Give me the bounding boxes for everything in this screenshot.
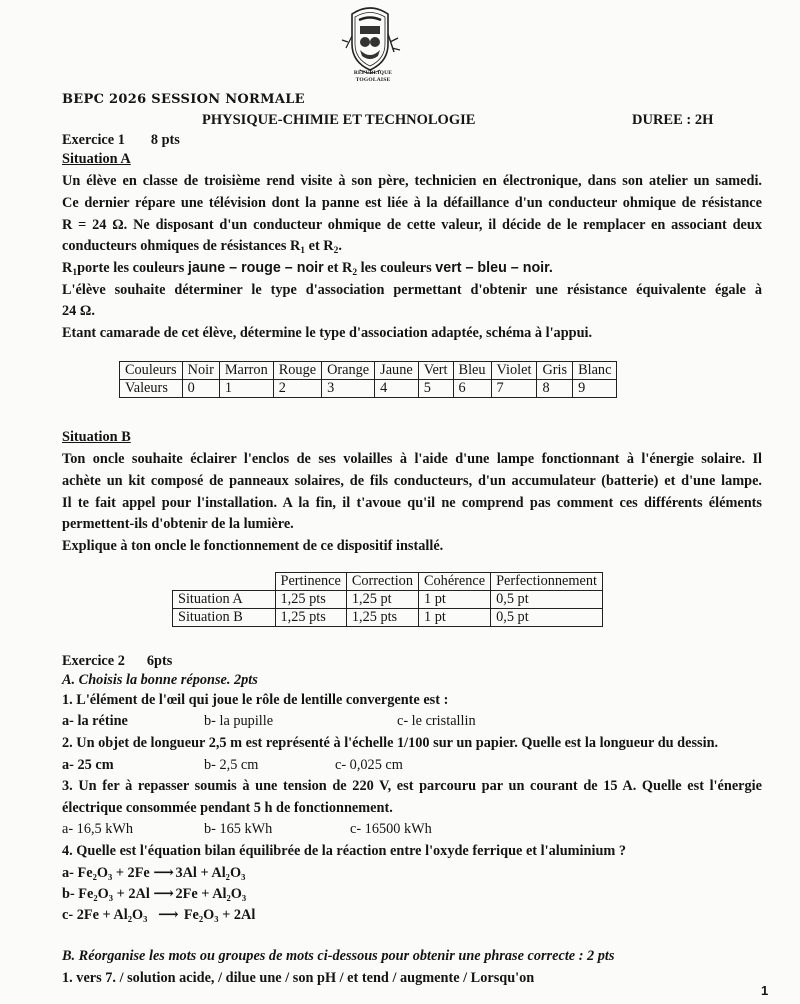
table-cell: 5 — [418, 380, 453, 398]
situation-a-line: Ce dernier répare une télévision dont la panne est liée à la défaillance d'un conducteur ohmique de résistance — [62, 195, 762, 211]
question-4: 4. Quelle est l'équation bilan équilibrée de la réaction entre l'oxyde ferrique et l'aluminium ? — [62, 843, 627, 859]
situation-a-line: R = 24 Ω. Ne disposant d'un conducteur ohmique de cette valeur, il décide de le remplacer en associant deux — [62, 217, 762, 233]
situation-a-line: $R_1porte$ les couleurs jaune – rouge – noir et $R_2$ les couleurs vert – bleu – noir. — [62, 260, 553, 278]
situation-a-task: Etant camarade de cet élève, détermine le type d'association adaptée, schéma à l'appui. — [62, 325, 593, 341]
table-row — [173, 591, 603, 609]
table-cell: 1 pt — [418, 591, 490, 609]
table-cell: 1,25 pts — [275, 591, 346, 609]
table-cell: Cohérence — [418, 573, 490, 591]
situation-b-line: permettent-ils d'obtenir de la lumière. — [62, 516, 294, 532]
table-cell: 1,25 pt — [346, 591, 418, 609]
exercise2-title: Exercice 2 6pts — [62, 653, 173, 669]
table-row — [173, 609, 603, 627]
table-cell: Bleu — [453, 362, 491, 380]
page-number: 1 — [761, 983, 769, 998]
table-cell: 6 — [453, 380, 491, 398]
table-row — [120, 380, 617, 398]
table-cell: Orange — [322, 362, 375, 380]
table-cell — [173, 573, 276, 591]
table-cell: Correction — [346, 573, 418, 591]
question-3: 3. Un fer à repasser soumis à une tension de 220 V, est parcouru par un courant de 15 A. Quelle est l'énergie — [62, 778, 762, 794]
table-cell: 2 — [273, 380, 321, 398]
table-cell: Rouge — [273, 362, 321, 380]
q3-option-a: a- 16,5 kWh — [62, 821, 134, 837]
table-row — [173, 573, 603, 591]
question-3-cont: électrique consommée pendant 5 h de fonctionnement. — [62, 800, 393, 816]
table-row — [120, 362, 617, 380]
q2-option-b: b- 2,5 cm — [204, 757, 259, 773]
table-cell: Valeurs — [120, 380, 183, 398]
grading-table — [172, 572, 603, 627]
subject-title: PHYSIQUE-CHIMIE ET TECHNOLOGIE — [202, 112, 476, 128]
table-cell: Noir — [182, 362, 219, 380]
seal-caption: RÉPUBLIQUE TOGOLAISE — [353, 70, 393, 84]
table-cell: 9 — [573, 380, 617, 398]
table-cell: Situation B — [173, 609, 276, 627]
table-cell: Couleurs — [120, 362, 183, 380]
table-cell: Situation A — [173, 591, 276, 609]
situation-a-title: Situation A — [62, 151, 131, 167]
question-2: 2. Un objet de longueur 2,5 m est représenté à l'échelle 1/100 sur un papier. Quelle est la longueur du dessin. — [62, 735, 719, 751]
q4-option-b: b- Fe₂O₃ + 2Al ⟶ 2Fe + Al₂O₃ — [62, 886, 247, 902]
arrow-icon: ⟶ — [158, 907, 177, 923]
situation-a-line: Un élève en classe de troisième rend visite à son père, technicien en électronique, dans son atelier un samedi. — [62, 173, 762, 189]
table-cell: 0,5 pt — [491, 609, 603, 627]
exercise2-points: 6pts — [146, 653, 173, 669]
table-cell: 0,5 pt — [491, 591, 603, 609]
table-cell: Gris — [537, 362, 573, 380]
color-code-table — [119, 361, 617, 398]
table-cell: Vert — [418, 362, 453, 380]
table-cell: 4 — [375, 380, 419, 398]
situation-b-line: Ton oncle souhaite éclairer l'enclos de ses volailles à l'aide d'une lampe fonctionnant à l'énergie solaire. Il — [62, 451, 762, 467]
table-cell: 1,25 pts — [275, 609, 346, 627]
q3-option-c: c- 16500 kWh — [350, 821, 432, 837]
exam-title: BEPC 2026 SESSION NORMALE — [62, 92, 305, 107]
q2-option-a: a- 25 cm — [62, 757, 114, 773]
table-cell: Blanc — [573, 362, 617, 380]
situation-b-line: Il te fait appel pour l'installation. A la fin, il t'avoue qu'il ne comprend pas comment ces différents éléments — [62, 495, 762, 511]
exercise1-title: Exercice 1 8 pts — [62, 132, 180, 148]
arrow-icon: ⟶ — [153, 886, 172, 902]
table-cell: Jaune — [375, 362, 419, 380]
table-cell: 8 — [537, 380, 573, 398]
table-cell: 1 pt — [418, 609, 490, 627]
part-b-item-1: 1. vers 7. / solution acide, / dilue une / son pH / et tend / augmente / Lorsqu'on — [62, 970, 535, 986]
situation-a-line: L'élève souhaite déterminer le type d'association permettant d'obtenir une résistance équivalente égale à — [62, 282, 762, 298]
table-cell: 1,25 pts — [346, 609, 418, 627]
situation-b-line: achète un kit composé de panneaux solaires, de fils conducteurs, d'un accumulateur (batterie) et d'une lampe. — [62, 473, 762, 489]
exam-duration: DUREE : 2H — [632, 112, 714, 128]
exercise1-points: 8 pts — [150, 132, 180, 148]
situation-a-line: 24 Ω. — [62, 303, 95, 319]
table-cell: Marron — [219, 362, 273, 380]
table-cell: Violet — [491, 362, 537, 380]
situation-a-line: conducteurs ohmiques de résistances $R_1$ et $R_2$. — [62, 238, 342, 256]
q3-option-b: b- 165 kWh — [204, 821, 273, 837]
table-cell: 3 — [322, 380, 375, 398]
table-cell: 1 — [219, 380, 273, 398]
part-b-instruction: B. Réorganise les mots ou groupes de mots ci-dessous pour obtenir une phrase correcte : 2 pts — [62, 948, 615, 964]
table-cell: 0 — [182, 380, 219, 398]
q1-option-a: a- la rétine — [62, 713, 128, 729]
q4-option-a: a- Fe₂O₃ + 2Fe ⟶ 3Al + Al₂O₃ — [62, 865, 246, 881]
part-a-instruction: A. Choisis la bonne réponse. 2pts — [62, 672, 258, 688]
q1-option-b: b- la pupille — [204, 713, 274, 729]
table-cell: 7 — [491, 380, 537, 398]
question-1: 1. L'élément de l'œil qui joue le rôle de lentille convergente est : — [62, 692, 449, 708]
q1-option-c: c- le cristallin — [397, 713, 476, 729]
table-cell: Perfectionnement — [491, 573, 603, 591]
situation-b-task: Explique à ton oncle le fonctionnement de ce dispositif installé. — [62, 538, 444, 554]
table-cell: Pertinence — [275, 573, 346, 591]
situation-b-title: Situation B — [62, 429, 131, 445]
q4-option-c: c- 2Fe + Al₂O₃ ⟶ Fe₂O₃ + 2Al — [62, 907, 256, 923]
q2-option-c: c- 0,025 cm — [335, 757, 403, 773]
arrow-icon: ⟶ — [153, 865, 172, 881]
